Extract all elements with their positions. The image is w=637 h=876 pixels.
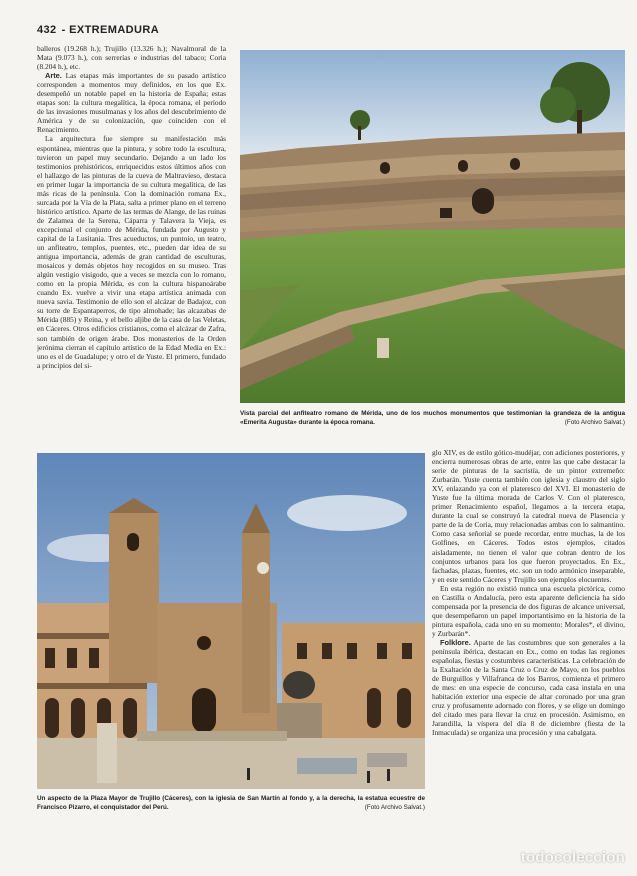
paragraph [432, 448, 625, 584]
caption-text: Un aspecto de la Plaza Mayor de Trujillo (Cáceres), con la iglesia de San Martín al fondo y, a la derecha, la estatua ecuestre de Francisco Pizarro, el conquistador del Perú. [37, 795, 425, 811]
watermark-logo: todocoleccion [520, 849, 625, 866]
section-title: EXTREMADURA [69, 24, 160, 36]
paragraph-text: Aparte de las costumbres que son generales a la península ibérica, destacan en Ex., como en todas las regiones españolas, fiestas y costumbres características. La celebración de la Exaltación de la Santa Cruz o Cruz de Mayo, en los pueblos de Burguillos y Villafranca de los Barros, comienza el primero de mes: en una especie de concurso, cada casa instala en una habitación exterior una especie de altar coronado por una gran cruz y profusamente adornado con flores, y se elige un domingo del citado mes para llevar la cruz en procesión. Asimismo, en Jarandilla, la víspera del día 8 de diciembre (fiesta de la Inmaculada) se organiza una procesión y una cabalgata. [432, 637, 625, 738]
amphitheatre-illustration [240, 50, 625, 403]
paragraph [37, 44, 226, 71]
plaza-illustration [37, 453, 425, 789]
amphitheatre-caption [240, 410, 625, 427]
plaza-photo [37, 453, 425, 789]
photo-credit: (Foto Archivo Salvat.) [564, 418, 625, 426]
amphitheatre-photo [240, 50, 625, 403]
paragraph-text: La arquitectura fue siempre su manifestación más espontánea, mientras que la pintura, y sobre todo la escultura, tuvieron un papel muy secundario. Dejando a un lado los testimonios prehistóricos, enriquecidos estos últimos años con el hallazgo de las pinturas de la cueva de Maltravieso, destaca en primer lugar la importancia de su cultura megalítica, de las más ricas de la península. Con la dominación romana Ex., surcada por la Vía de la Plata, salta a primer plano en el terreno histórico artístico. Aparte de las termas de Alange, de las ruinas de Zalamea de la Serena, Cáparra y Talavera la Vieja, es excepcional el conjunto de Mérida, fundada por Augusto y capital de la Lusitania. Tres acueductos, un puntoio, un teatro, un anfiteatro, templos, puentes, etc., pueden dar idea de su antigua importancia, además de gran cantidad de esculturas, mosaicos y demás objetos hoy recogidos en su museo. Tras algún vestigio visigodo, que a veces se mezcla con lo romano, como en la propia Mérida, es con la cultura hispanoárabe cuando Ex. vuelve a vivir una etapa artística animada con nueva savia. Testimonio de ello son el alcázar de Badajoz, con su torre de Espantaperros, de tipo almohade; las alcazabas de Mérida (885) y Reina, y el bello aljibe de la casa de las Veletas, en Cáceres. Otros edificios cristianos, como el alcázar de Zafra, son también de origen árabe. Dos monasterios de la Orden jerónima cierran el capítulo artístico de la Edad Media en Ex.: uno es el de Guadalupe; y otro el de Yuste. El primero, fundado a principios del si- [37, 134, 226, 370]
header-dash: - [61, 24, 70, 36]
paragraph-text: balleros (19.268 h.); Trujillo (13.326 h.); Navalmoral de la Mata (9.073 h.), con serrerías e industrias del tabaco; Coria (8.204 h.), etc. [37, 44, 226, 72]
paragraph-lead: Arte. [45, 71, 62, 81]
paragraph [37, 71, 226, 134]
plaza-caption [37, 795, 425, 812]
paragraph [432, 638, 625, 738]
paragraph-text: En esta región no existió nunca una escuela pictórica, como en Castilla o Andalucía, pero esta aparente deficiencia ha sido compensada por la presencia de dos figuras de alcance universal, que desempeñaron un papel importantísimo en la historia de la pintura española, cada uno en su momento: Morales*, el divino, y Zurbarán*. [432, 583, 625, 638]
page-header [37, 24, 159, 36]
paragraph-lead: Folklore. [440, 637, 471, 647]
photo-credit: (Foto Archivo Salvat.) [364, 803, 425, 811]
page-number: 432 [37, 24, 57, 36]
left-text-column [37, 44, 226, 439]
paragraph-text: Las etapas más importantes de su pasado artístico corresponden a momentos muy definidos, en los que Ex. desempeñó un notable papel en la historia de España; estas etapas son: la cultura megalítica, la época romana, el período de las invasiones musulmanas y los años del descubrimiento de América y de su colonización, que coinciden con el Renacimiento. [37, 71, 226, 135]
paragraph [432, 584, 625, 638]
caption-text: Vista parcial del anfiteatro romano de Mérida, uno de los muchos monumentos que testimonian la grandeza de la antigua «Emerita Augusta» durante la época romana. [240, 410, 625, 426]
paragraph [37, 134, 226, 369]
right-text-column [432, 448, 625, 845]
paragraph-text: glo XIV, es de estilo gótico-mudéjar, con adiciones posteriores, y encierra numerosas obras de arte, entre las que cabe destacar la serie de pinturas de la sacristía, de un pintor extremeño: Zurbarán. Yuste cuenta también con iglesia y claustro del siglo XV, enlazando ya con el plateresco del XVI. El monasterio de Yuste fue la última morada de Carlos V. Con el plateresco, primer Renacimiento español, llegamos a la tercera etapa, durante la cual se construyó la catedral nueva de Plasencia y parte de la de Coria, muy relacionadas ambas con lo salmantino. Como casa señorial se puede recordar, entre muchas, la de los Golfines, en Cáceres. Todos estos ejemplos, citados aisladamente, no tienen el valor que cobran dentro de los conjuntos urbanos para los que fueron proyectados. En Ex., fachadas, plazas, fuentes, etc. son un todo armónico inseparable, y en este sentido Cáceres y Trujillo son ejemplos elocuentes. [432, 448, 625, 584]
